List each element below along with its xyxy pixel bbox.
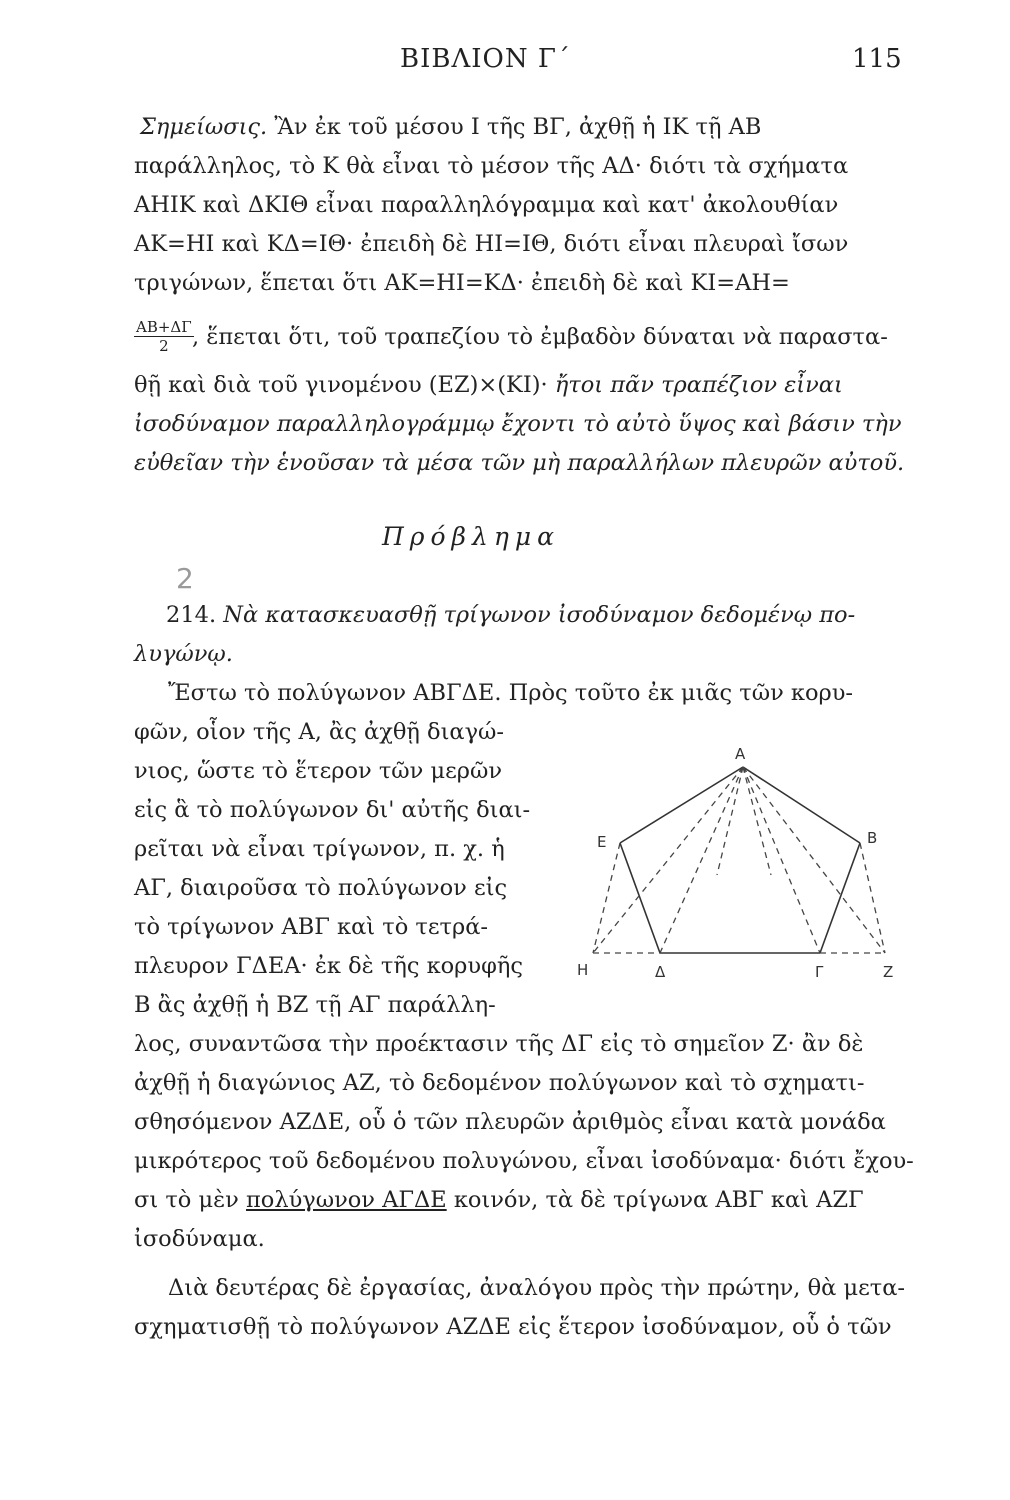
- note-label: Σημείωσις.: [140, 114, 268, 140]
- problem-statement: Νὰ κατασκευασθῇ τρίγωνον ἰσοδύναμον δεδομένῳ πο-: [223, 602, 856, 628]
- text-line: ἰσοδύναμον παραλληλογράμμῳ ἔχοντι τὸ αὐτὸ ὕψος καὶ βάσιν τὴν: [134, 411, 902, 437]
- text-line: νιος, ὥστε τὸ ἕτερον τῶν μερῶν: [134, 758, 502, 784]
- problem-number: 214.: [166, 602, 217, 628]
- text-line: σχηματισθῇ τὸ πολύγωνον ΑΖΔΕ εἰς ἕτερον ἰσοδύναμον, οὗ ὁ τῶν: [134, 1314, 892, 1340]
- text-line: ΑΗΙΚ καὶ ΔΚΙΘ εἶναι παραλληλόγραμμα καὶ κατ' ἀκολουθίαν: [134, 192, 839, 218]
- text-line: μικρότερος τοῦ δεδομένου πολυγώνου, εἶναι ἰσοδύναμα· διότι ἔχου-: [134, 1148, 914, 1174]
- text-line: ΑΚ=ΗΙ καὶ ΚΔ=ΙΘ· ἐπειδὴ δὲ ΗΙ=ΙΘ, διότι εἶναι πλευραὶ ἴσων: [134, 231, 849, 257]
- text-line: ἰσοδύναμα.: [134, 1226, 265, 1252]
- section-heading: Πρόβλημα: [382, 522, 560, 551]
- text-line: φῶν, οἷον τῆς Α, ἂς ἀχθῇ διαγώ-: [134, 719, 504, 745]
- text-line: λυγώνῳ.: [134, 641, 233, 667]
- text-line: σθησόμενον ΑΖΔΕ, οὗ ὁ τῶν πλευρῶν ἀριθμὸς εἶναι κατὰ μονάδα: [134, 1109, 886, 1135]
- text-line: πλευρον ΓΔΕΑ· ἐκ δὲ τῆς κορυφῆς: [134, 953, 523, 979]
- fraction-numerator: ΑΒ+ΔΓ: [136, 318, 192, 336]
- diagonal-AG: [743, 767, 820, 953]
- text-span: σι τὸ μὲν: [134, 1187, 247, 1213]
- text-span: θῇ καὶ διὰ τοῦ γινομένου (ΕΖ)×(ΚΙ)·: [134, 372, 548, 398]
- text-line: [134, 370, 843, 400]
- parallel-EH: [593, 843, 620, 953]
- diagonal-AZ: [743, 767, 885, 953]
- italic-text: ἤτοι πᾶν τραπέζιον εἶναι: [554, 372, 843, 398]
- text-line: Β ἂς ἀχθῇ ἡ ΒΖ τῇ ΑΓ παράλλη-: [134, 992, 496, 1018]
- text-line: εἰς ἃ τὸ πολύγωνον δι' αὐτῆς διαι-: [134, 797, 531, 823]
- fraction-denominator: 2: [159, 337, 169, 355]
- text-line: λος, συναντῶσα τὴν προέκτασιν τῆς ΔΓ εἰς τὸ σημεῖον Ζ· ἂν δὲ: [134, 1031, 864, 1057]
- edge-EA: [620, 767, 743, 843]
- text-line: ΑΓ, διαιροῦσα τὸ πολύγωνον εἰς: [134, 875, 508, 901]
- page-number: 115: [852, 44, 902, 74]
- pencil-mark: 2: [176, 562, 194, 595]
- label-A: Α: [735, 745, 746, 763]
- diagonal-AH: [593, 767, 743, 953]
- label-G: Γ: [815, 963, 824, 981]
- polygon-figure: [575, 745, 915, 1000]
- text-line: [166, 600, 855, 630]
- text-line: παράλληλος, τὸ Κ θὰ εἶναι τὸ μέσον τῆς ΑΔ· διότι τὰ σχήματα: [134, 153, 849, 179]
- text-line: ρεῖται νὰ εἶναι τρίγωνον, π. χ. ἡ: [134, 836, 505, 862]
- text-line: [134, 1185, 864, 1215]
- text-line: τριγώνων, ἕπεται ὅτι ΑΚ=ΗΙ=ΚΔ· ἐπειδὴ δὲ καὶ ΚΙ=ΑΗ=: [134, 270, 790, 296]
- text-span: κοινόν, τὰ δὲ τρίγωνα ΑΒΓ καὶ ΑΖΓ: [446, 1187, 864, 1213]
- underlined-text: πολύγωνον ΑΓΔΕ: [246, 1187, 447, 1213]
- text-line: ἀχθῇ ἡ διαγώνιος ΑΖ, τὸ δεδομένον πολύγωνον καὶ τὸ σχηματι-: [134, 1070, 865, 1096]
- text-line: Ἔστω τὸ πολύγωνον ΑΒΓΔΕ. Πρὸς τοῦτο ἐκ μιᾶς τῶν κορυ-: [168, 680, 854, 706]
- text-line: Διὰ δευτέρας δὲ ἐργασίας, ἀναλόγου πρὸς τὴν πρώτην, θὰ μετα-: [168, 1275, 906, 1301]
- fraction: [134, 318, 194, 355]
- edge-DE: [620, 843, 660, 953]
- label-E: Ε: [597, 833, 607, 851]
- label-B: Β: [867, 829, 878, 847]
- text-line: , ἕπεται ὅτι, τοῦ τραπεζίου τὸ ἐμβαδὸν δύναται νὰ παραστα-: [192, 324, 888, 350]
- text-span: Ἂν ἐκ τοῦ μέσου Ι τῆς ΒΓ, ἀχθῇ ἡ ΙΚ τῇ ΑΒ: [274, 114, 762, 140]
- label-Z: Ζ: [883, 963, 894, 981]
- text-line: [140, 112, 761, 142]
- guide-line: [717, 767, 743, 875]
- text-line: τὸ τρίγωνον ΑΒΓ καὶ τὸ τετρά-: [134, 914, 488, 940]
- label-H: Η: [577, 961, 589, 979]
- edge-BG: [820, 843, 860, 953]
- diagonal-AD: [660, 767, 743, 953]
- text-line: εὐθεῖαν τὴν ἑνοῦσαν τὰ μέσα τῶν μὴ παραλλήλων πλευρῶν αὐτοῦ.: [134, 450, 905, 476]
- label-D: Δ: [655, 963, 666, 981]
- edge-AB: [743, 767, 860, 843]
- running-title: ΒΙΒΛΙΟΝ Γ΄: [400, 44, 571, 74]
